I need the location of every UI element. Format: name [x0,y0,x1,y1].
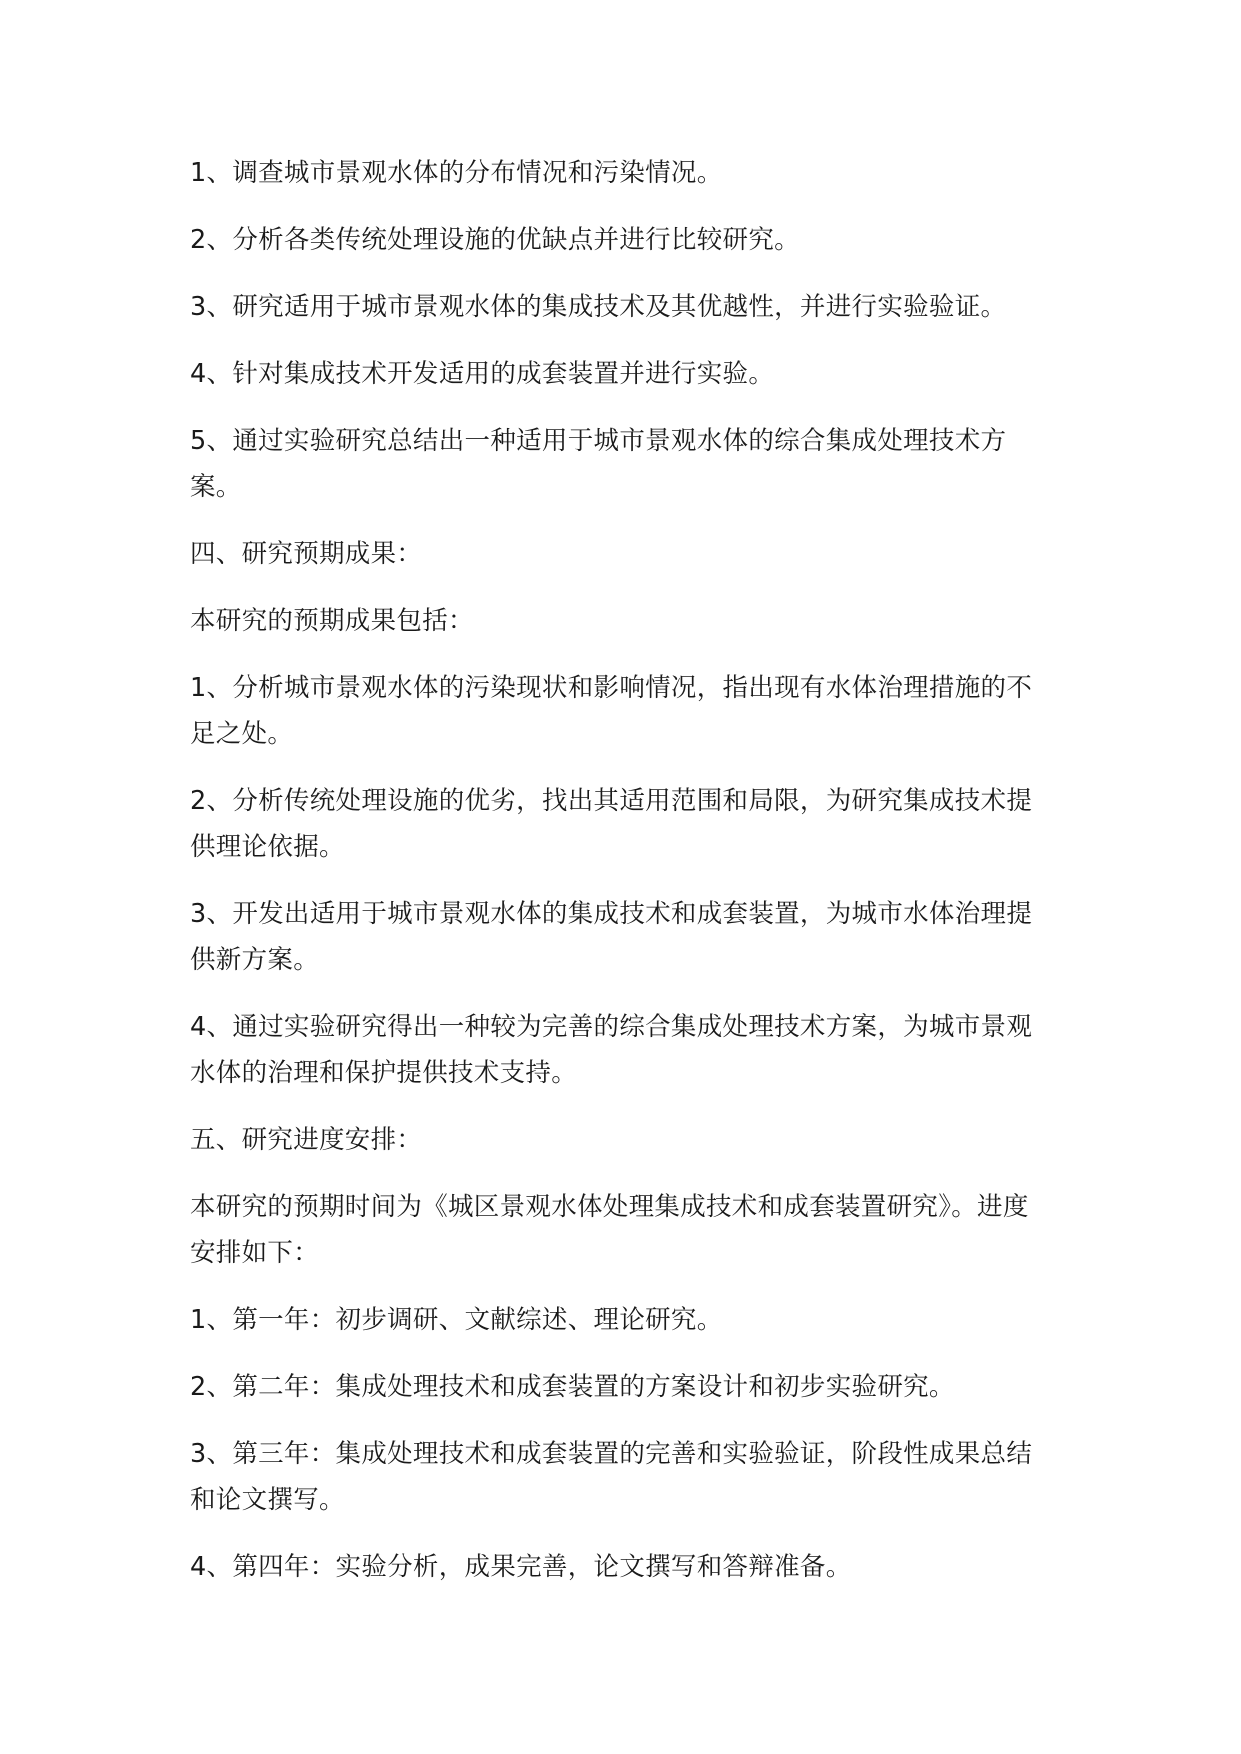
document-page [190,150,1050,1611]
expected-result-4: 4、通过实验研究得出一种较为完善的综合集成处理技术方案，为城市景观水体的治理和保护提供技术支持。 [190,1012,1033,1088]
objective-2: 2、分析各类传统处理设施的优缺点并进行比较研究。 [190,225,800,255]
objective-5: 5、通过实验研究总结出一种适用于城市景观水体的综合集成处理技术方案。 [190,426,1007,502]
section-heading-expected-results: 四、研究预期成果： [190,539,423,569]
objective-1: 1、调查城市景观水体的分布情况和污染情况。 [190,158,723,188]
expected-result-3: 3、开发出适用于城市景观水体的集成技术和成套装置，为城市水体治理提供新方案。 [190,899,1033,975]
schedule-year-3: 3、第三年：集成处理技术和成套装置的完善和实验验证，阶段性成果总结和论文撰写。 [190,1439,1033,1515]
expected-result-2: 2、分析传统处理设施的优劣，找出其适用范围和局限，为研究集成技术提供理论依据。 [190,786,1033,862]
objective-4: 4、针对集成技术开发适用的成套装置并进行实验。 [190,359,775,389]
section-heading-schedule: 五、研究进度安排： [190,1125,423,1155]
schedule-year-4: 4、第四年：实验分析，成果完善，论文撰写和答辩准备。 [190,1552,852,1582]
schedule-year-1: 1、第一年：初步调研、文献综述、理论研究。 [190,1305,723,1335]
expected-results-intro: 本研究的预期成果包括： [190,606,474,636]
schedule-year-2: 2、第二年：集成处理技术和成套装置的方案设计和初步实验研究。 [190,1372,955,1402]
schedule-intro: 本研究的预期时间为《城区景观水体处理集成技术和成套装置研究》。进度安排如下： [190,1192,1029,1268]
objective-3: 3、研究适用于城市景观水体的集成技术及其优越性，并进行实验验证。 [190,292,1007,322]
expected-result-1: 1、分析城市景观水体的污染现状和影响情况，指出现有水体治理措施的不足之处。 [190,673,1033,749]
